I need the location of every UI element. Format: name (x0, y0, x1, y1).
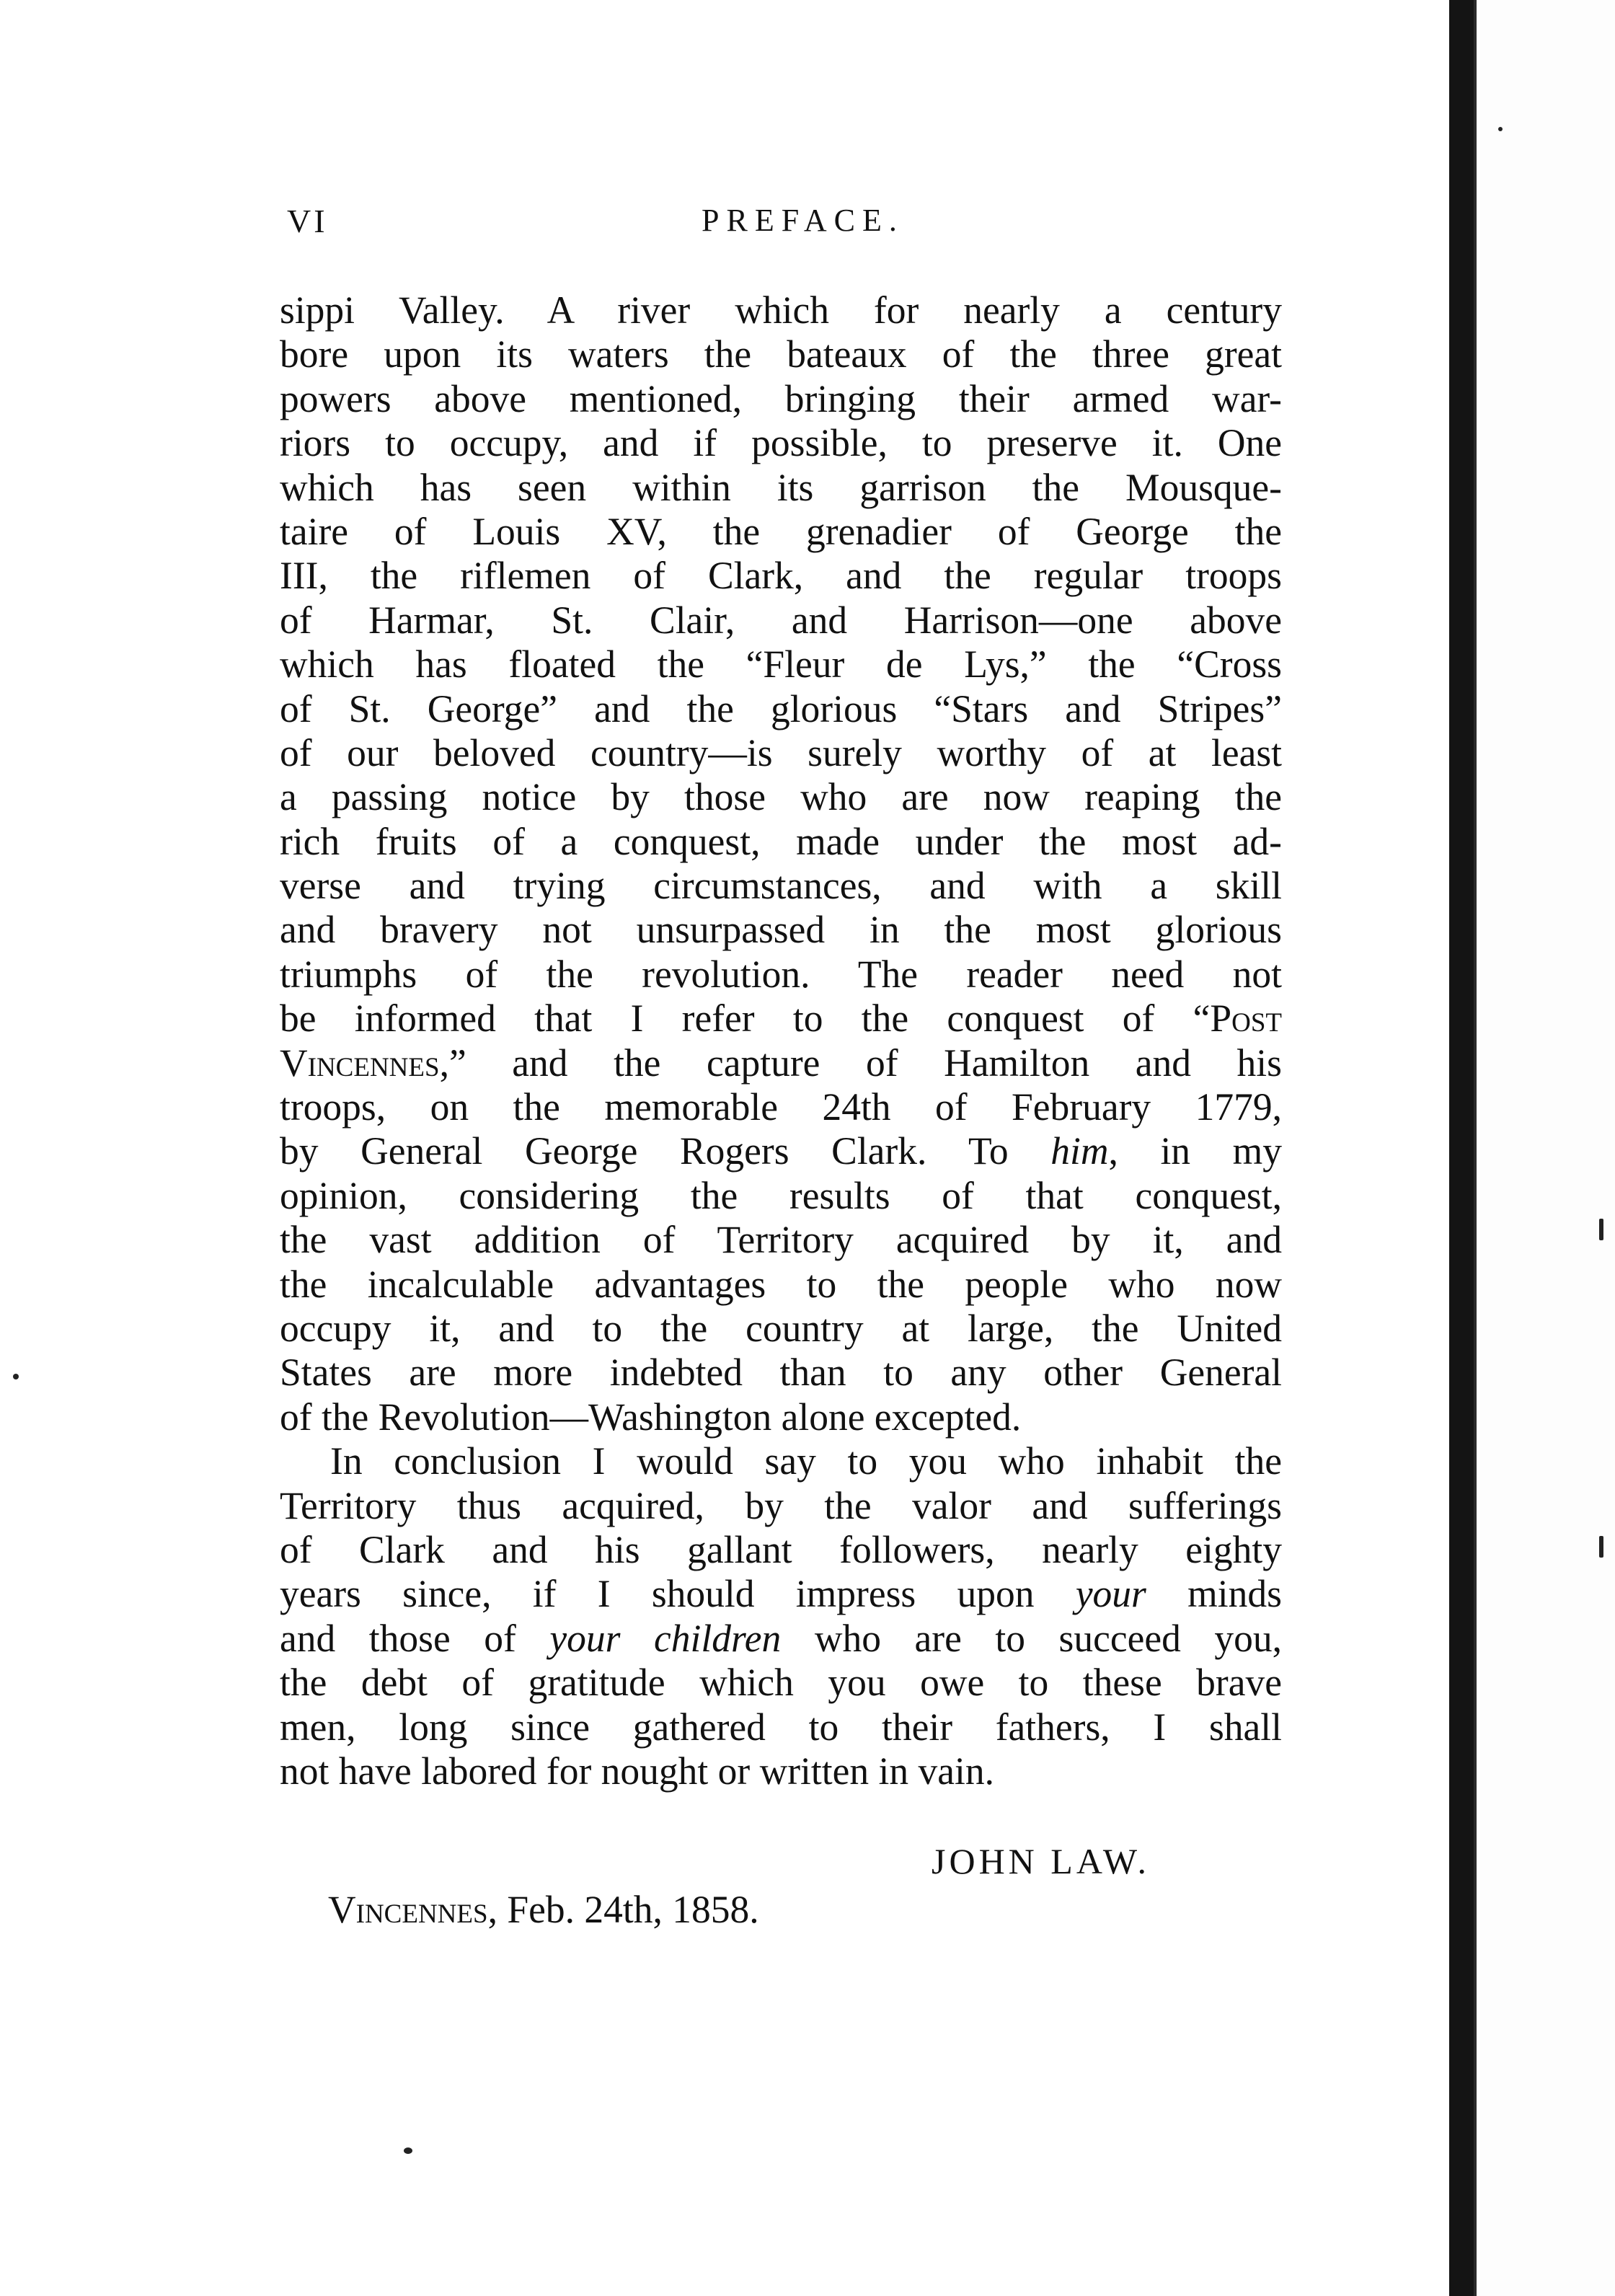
text-line: III, the riflemen of Clark, and the regular troops (280, 554, 1282, 598)
text-line: the vast addition of Territory acquired by it, and (280, 1218, 1282, 1262)
text-run: be informed that I refer to the conquest of “ (280, 997, 1211, 1041)
page-gutter-shadow (1449, 0, 1474, 2296)
text-line: States are more indebted than to any other General (280, 1351, 1282, 1395)
text-line: verse and trying circumstances, and with a skill (280, 864, 1282, 908)
text-line: of our beloved country—is surely worthy of at least (280, 730, 1282, 774)
text-run: years since, if I should impress upon (280, 1572, 1076, 1616)
date-text: , Feb. 24th, 1858. (487, 1888, 759, 1931)
text-line: of Clark and his gallant followers, nearly eighty (280, 1527, 1282, 1571)
text-line: not have labored for nought or written in vain. (280, 1749, 994, 1793)
ink-speck (13, 1374, 19, 1379)
text-line: the debt of gratitude which you owe to these brave (280, 1661, 1282, 1705)
text-line (280, 1129, 1282, 1173)
text-line: occupy it, and to the country at large, the United (280, 1306, 1282, 1350)
text-run: , in my (1108, 1129, 1282, 1173)
text-line: powers above mentioned, bringing their armed war- (280, 376, 1282, 420)
place-name: Vincennes (328, 1888, 488, 1931)
text-line: and bravery not unsurpassed in the most glorious (280, 908, 1282, 952)
text-line (280, 997, 1282, 1041)
text-run: ,” and the capture of Hamilton and his (439, 1041, 1282, 1085)
place-date-line (328, 1887, 759, 1932)
text-line: Territory thus acquired, by the valor and sufferings (280, 1483, 1282, 1527)
small-caps-run: Post (1210, 997, 1282, 1041)
text-line: men, long since gathered to their fathers, I shall (280, 1705, 1282, 1749)
page-header (287, 202, 1282, 252)
text-line: opinion, considering the results of that conquest, (280, 1173, 1282, 1217)
signature: JOHN LAW. (932, 1841, 1151, 1881)
italic-run: him (1050, 1129, 1109, 1173)
text-line: of the Revolution—Washington alone excepted. (280, 1395, 1022, 1439)
small-caps-run: Vincennes (280, 1041, 440, 1085)
text-line (280, 1572, 1282, 1616)
text-line (280, 1041, 1282, 1085)
text-line: of Harmar, St. Clair, and Harrison—one above (280, 598, 1282, 642)
text-line: of St. George” and the glorious “Stars and Stripes” (280, 686, 1282, 730)
text-run: minds (1146, 1572, 1282, 1616)
page-number: VI (287, 203, 328, 239)
italic-run: your children (549, 1616, 782, 1660)
text-line: which has seen within its garrison the Mousque- (280, 465, 1282, 509)
running-title: PREFACE. (702, 203, 904, 238)
text-line (280, 1617, 1282, 1661)
text-line: triumphs of the revolution. The reader need not (280, 952, 1282, 996)
preface-body (280, 288, 1282, 1793)
text-line: a passing notice by those who are now reaping the (280, 775, 1282, 819)
ink-speck (1498, 127, 1503, 131)
adjacent-page-edge (1474, 0, 1615, 2296)
text-run: by General George Rogers Clark. To (280, 1129, 1051, 1173)
text-line: bore upon its waters the bateaux of the three great (280, 332, 1282, 376)
italic-run: your (1075, 1572, 1146, 1616)
ink-speck (404, 2147, 412, 2154)
text-line: taire of Louis XV, the grenadier of George the (280, 509, 1282, 553)
text-run: who are to succeed you, (781, 1616, 1282, 1660)
text-line: In conclusion I would say to you who inhabit the (330, 1439, 1282, 1483)
text-line: troops, on the memorable 24th of February 1779, (280, 1085, 1282, 1129)
text-run: and those of (280, 1616, 550, 1660)
ink-speck (1599, 1219, 1603, 1240)
text-line: rich fruits of a conquest, made under the most ad- (280, 819, 1282, 863)
text-line: which has floated the “Fleur de Lys,” the “Cross (280, 643, 1282, 686)
text-line: sippi Valley. A river which for nearly a century (280, 288, 1282, 332)
ink-speck (1599, 1536, 1603, 1558)
text-line: the incalculable advantages to the people who now (280, 1262, 1282, 1306)
text-line: riors to occupy, and if possible, to preserve it. One (280, 421, 1282, 465)
